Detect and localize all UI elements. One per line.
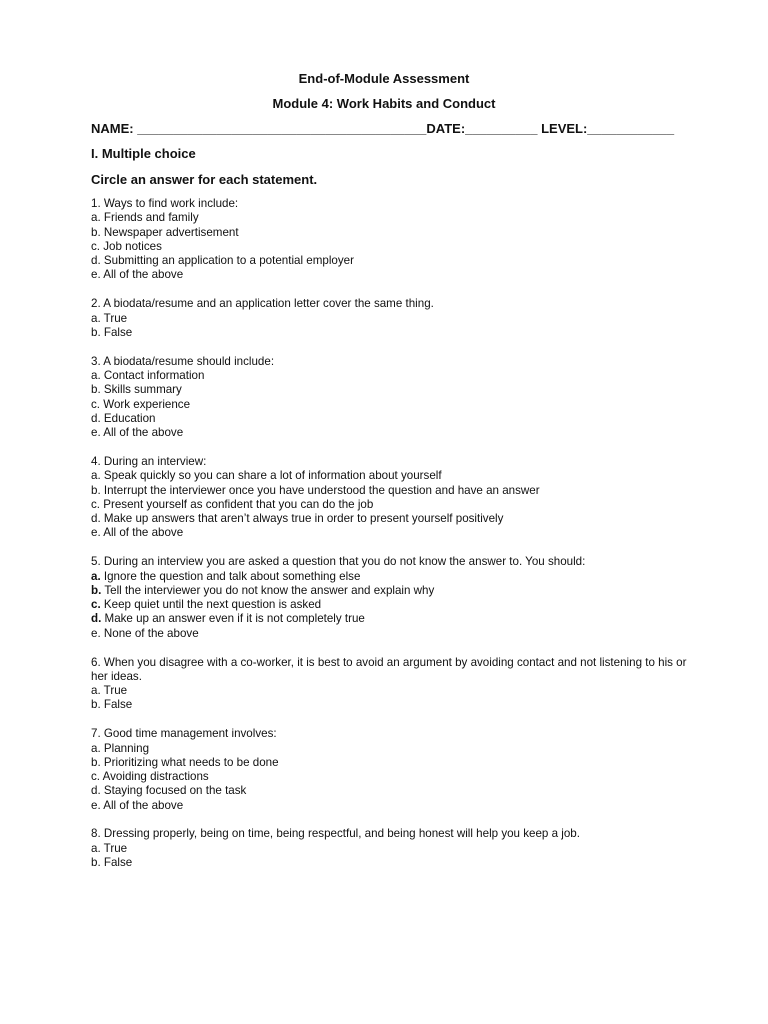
option-letter: a. bbox=[91, 211, 101, 225]
option-letter: a. bbox=[91, 569, 101, 583]
option-letter: a. bbox=[91, 684, 101, 698]
option-letter: b. bbox=[91, 383, 101, 397]
option-letter: b. bbox=[91, 225, 101, 239]
option-text: Friends and family bbox=[100, 211, 199, 225]
module-subtitle: Module 4: Work Habits and Conduct bbox=[272, 96, 496, 111]
answer-option[interactable] bbox=[91, 842, 691, 856]
option-letter: c. bbox=[91, 598, 101, 612]
page-title: End-of-Module Assessment bbox=[298, 71, 470, 86]
option-text: Ignore the question and talk about something else bbox=[100, 569, 361, 583]
answer-option[interactable] bbox=[91, 412, 691, 426]
option-text: Present yourself as confident that you can do the job bbox=[100, 497, 374, 511]
option-letter: d. bbox=[91, 254, 101, 268]
option-letter: a. bbox=[91, 368, 101, 382]
answer-option[interactable] bbox=[91, 784, 691, 798]
answer-option[interactable] bbox=[91, 383, 691, 397]
answer-option[interactable] bbox=[91, 598, 691, 612]
answer-option[interactable] bbox=[91, 326, 691, 340]
question-list bbox=[91, 197, 691, 885]
option-text: Prioritizing what needs to be done bbox=[100, 755, 279, 769]
option-letter: b. bbox=[91, 325, 101, 339]
option-text: Interrupt the interviewer once you have understood the question and have an answer bbox=[100, 483, 540, 497]
option-text: All of the above bbox=[100, 798, 184, 812]
question-stem: 1. Ways to find work include: bbox=[91, 197, 239, 210]
option-letter: b. bbox=[91, 698, 101, 712]
answer-option[interactable] bbox=[91, 226, 691, 240]
option-letter: b. bbox=[91, 755, 101, 769]
answer-option[interactable] bbox=[91, 426, 691, 440]
answer-option[interactable] bbox=[91, 526, 691, 540]
answer-option[interactable] bbox=[91, 512, 691, 526]
section-instruction: Circle an answer for each statement. bbox=[91, 172, 318, 187]
option-text: None of the above bbox=[100, 626, 199, 640]
question-5 bbox=[91, 555, 691, 641]
option-letter: a. bbox=[91, 841, 101, 855]
section-heading: I. Multiple choice bbox=[91, 146, 196, 161]
question-stem: 2. A biodata/resume and an application letter cover the same thing. bbox=[91, 297, 434, 311]
question-stem: 3. A biodata/resume should include: bbox=[91, 354, 275, 368]
option-text: Make up answers that aren’t always true in order to present yourself positively bbox=[100, 512, 504, 526]
option-text: Submitting an application to a potential employer bbox=[100, 254, 354, 268]
option-text: Education bbox=[100, 411, 156, 425]
option-letter: c. bbox=[91, 497, 101, 511]
answer-option[interactable] bbox=[91, 756, 691, 770]
option-letter: e. bbox=[91, 626, 101, 640]
option-text: True bbox=[100, 841, 128, 855]
option-text: Staying focused on the task bbox=[100, 784, 247, 798]
option-text: Job notices bbox=[100, 239, 162, 253]
option-letter: c. bbox=[91, 239, 101, 253]
option-letter: d. bbox=[91, 512, 101, 526]
option-text: Speak quickly so you can share a lot of information about yourself bbox=[100, 469, 442, 483]
option-text: Keep quiet until the next question is asked bbox=[100, 598, 322, 612]
option-letter: e. bbox=[91, 798, 101, 812]
answer-option[interactable] bbox=[91, 684, 691, 698]
option-letter: b. bbox=[91, 483, 101, 497]
answer-option[interactable] bbox=[91, 612, 691, 626]
question-stem: 6. When you disagree with a co-worker, it is best to avoid an argument by avoiding contact and not listening to his or her ideas. bbox=[91, 655, 687, 683]
answer-option[interactable] bbox=[91, 211, 691, 225]
question-stem: 7. Good time management involves: bbox=[91, 727, 277, 741]
option-letter: e. bbox=[91, 268, 101, 282]
question-6 bbox=[91, 656, 691, 713]
answer-option[interactable] bbox=[91, 254, 691, 268]
answer-option[interactable] bbox=[91, 698, 691, 712]
question-8 bbox=[91, 827, 691, 870]
option-letter: c. bbox=[91, 770, 101, 784]
answer-option[interactable] bbox=[91, 240, 691, 254]
option-text: Tell the interviewer you do not know the answer and explain why bbox=[101, 583, 435, 597]
answer-option[interactable] bbox=[91, 742, 691, 756]
option-text: False bbox=[100, 856, 133, 870]
option-letter: e. bbox=[91, 426, 101, 440]
answer-option[interactable] bbox=[91, 484, 691, 498]
option-text: False bbox=[100, 325, 133, 339]
question-2 bbox=[91, 297, 691, 340]
question-1 bbox=[91, 197, 691, 283]
option-text: Avoiding distractions bbox=[100, 770, 209, 784]
option-text: False bbox=[100, 698, 133, 712]
option-letter: a. bbox=[91, 469, 101, 483]
option-text: Make up an answer even if it is not completely true bbox=[101, 612, 365, 626]
option-letter: d. bbox=[91, 784, 101, 798]
answer-option[interactable] bbox=[91, 312, 691, 326]
name-date-level-line: NAME: ________________________________________DATE:__________ LEVEL:____________ bbox=[91, 121, 675, 136]
option-letter: b. bbox=[91, 583, 102, 597]
answer-option[interactable] bbox=[91, 770, 691, 784]
answer-option[interactable] bbox=[91, 584, 691, 598]
option-letter: a. bbox=[91, 311, 101, 325]
answer-option[interactable] bbox=[91, 799, 691, 813]
question-3 bbox=[91, 355, 691, 441]
option-text: All of the above bbox=[100, 426, 184, 440]
option-text: Contact information bbox=[100, 368, 205, 382]
option-letter: a. bbox=[91, 741, 101, 755]
option-letter: e. bbox=[91, 526, 101, 540]
option-letter: d. bbox=[91, 612, 102, 626]
option-text: All of the above bbox=[100, 268, 184, 282]
option-text: All of the above bbox=[100, 526, 184, 540]
question-stem: 5. During an interview you are asked a question that you do not know the answer to. You should: bbox=[91, 555, 586, 569]
question-stem: 8. Dressing properly, being on time, being respectful, and being honest will help you keep a job. bbox=[91, 827, 580, 841]
answer-option[interactable] bbox=[91, 369, 691, 383]
option-text: Planning bbox=[100, 741, 150, 755]
question-7 bbox=[91, 727, 691, 813]
answer-option[interactable] bbox=[91, 856, 691, 870]
option-text: Work experience bbox=[100, 397, 191, 411]
answer-option[interactable] bbox=[91, 268, 691, 282]
option-letter: d. bbox=[91, 411, 101, 425]
option-letter: b. bbox=[91, 856, 101, 870]
option-text: Newspaper advertisement bbox=[100, 225, 239, 239]
answer-option[interactable] bbox=[91, 469, 691, 483]
answer-option[interactable] bbox=[91, 570, 691, 584]
option-text: True bbox=[100, 684, 128, 698]
question-stem: 4. During an interview: bbox=[91, 454, 207, 468]
answer-option[interactable] bbox=[91, 398, 691, 412]
option-text: Skills summary bbox=[100, 383, 182, 397]
answer-option[interactable] bbox=[91, 627, 691, 641]
question-4 bbox=[91, 455, 691, 541]
option-text: True bbox=[100, 311, 128, 325]
option-letter: c. bbox=[91, 397, 101, 411]
answer-option[interactable] bbox=[91, 498, 691, 512]
